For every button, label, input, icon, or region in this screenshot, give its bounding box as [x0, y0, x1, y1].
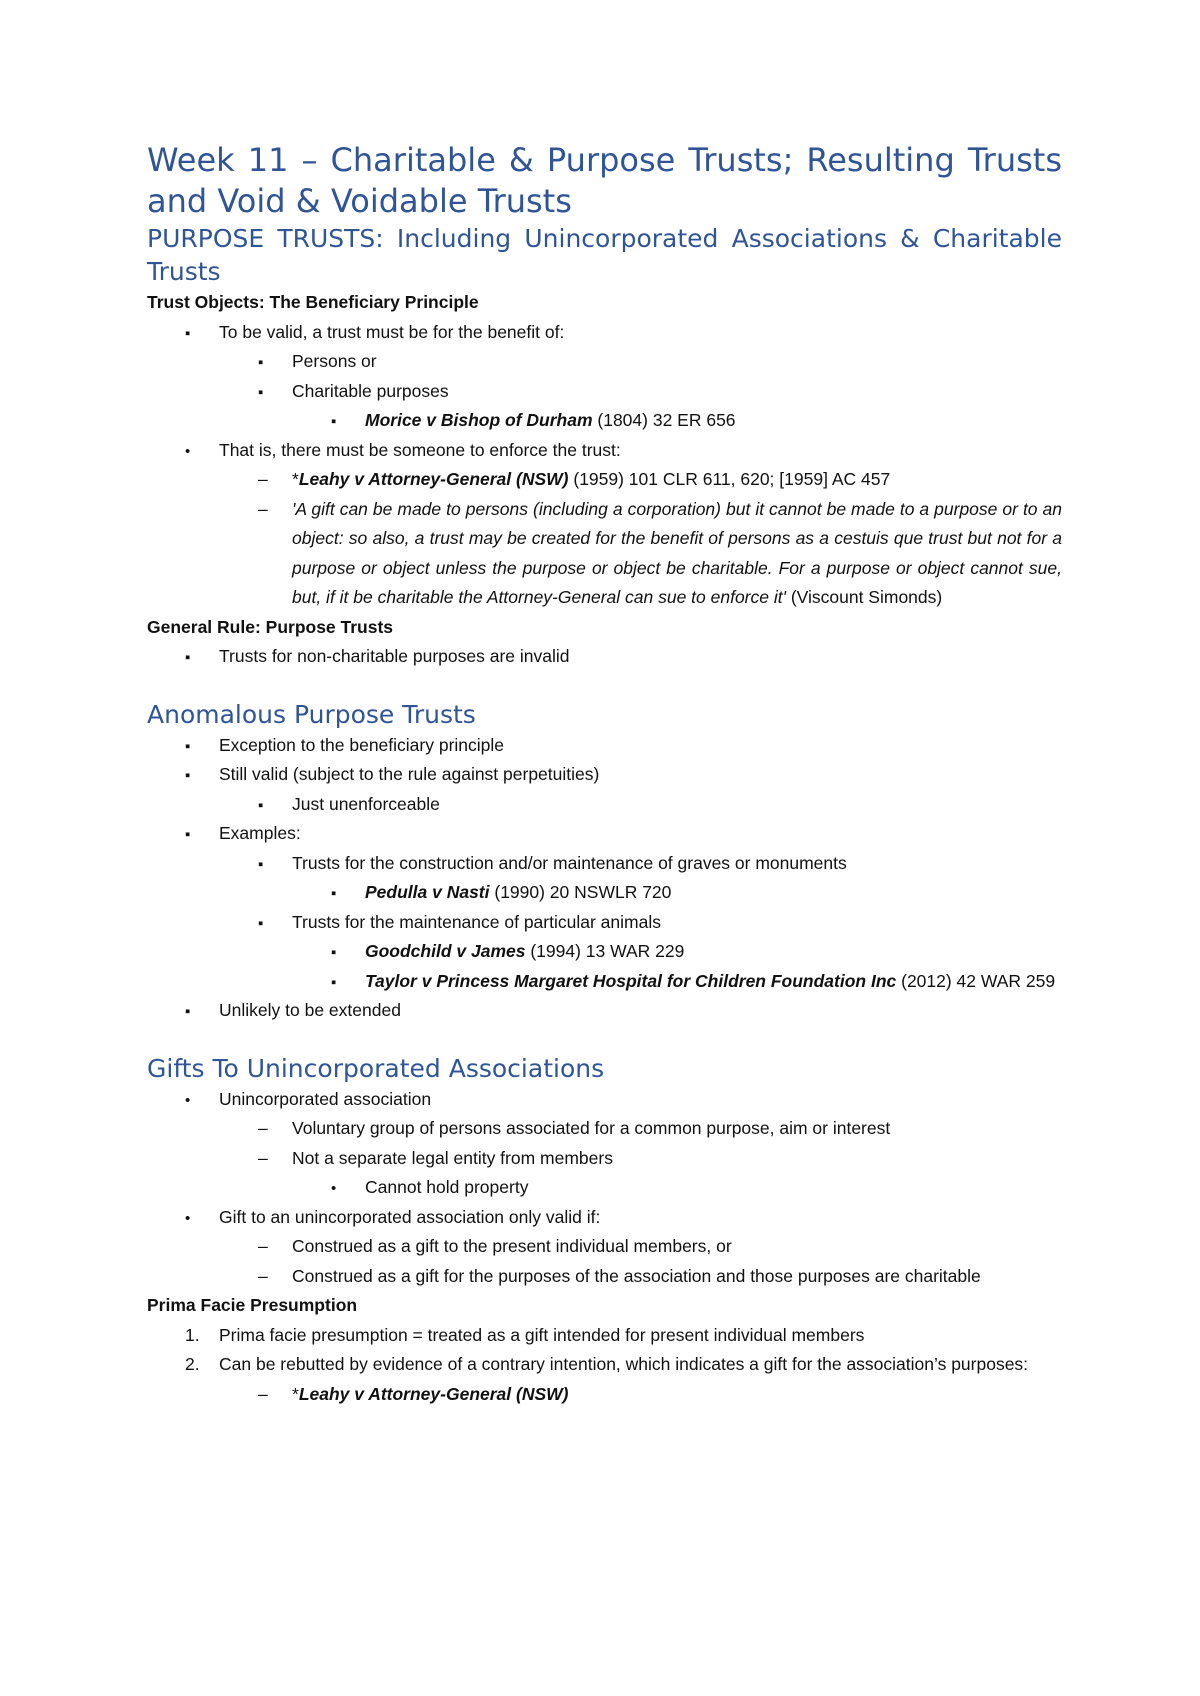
round-bullet-icon	[185, 1203, 205, 1234]
list-item: ▪ Trusts for non-charitable purposes are invalid	[147, 642, 1062, 672]
square-bullet-icon	[331, 406, 351, 437]
case-name: Leahy v Attorney-General (NSW)	[298, 469, 569, 489]
dash-bullet-icon	[258, 1380, 278, 1410]
list-item: – *Leahy v Attorney-General (NSW)	[147, 1380, 1062, 1410]
square-bullet-icon	[185, 996, 205, 1027]
case-name: Morice v Bishop of Durham	[365, 410, 593, 430]
list-item: ▪ Exception to the beneficiary principle	[147, 731, 1062, 761]
square-bullet-icon	[258, 347, 278, 378]
trust-objects-heading: Trust Objects: The Beneficiary Principle	[147, 292, 479, 312]
list-item: ▪ Taylor v Princess Margaret Hospital for Children Foundation Inc (2012) 42 WAR 259	[147, 967, 1062, 997]
square-bullet-icon	[258, 849, 278, 880]
case-name: Goodchild v James	[365, 941, 526, 961]
section-subtitle: PURPOSE TRUSTS: Including Unincorporated Associations & Charitable Trusts	[147, 224, 1062, 286]
square-bullet-icon	[258, 908, 278, 939]
gifts-heading: Gifts To Unincorporated Associations	[147, 1053, 605, 1083]
case-name: Leahy v Attorney-General (NSW)	[298, 1383, 569, 1404]
list-item: ▪ Trusts for the maintenance of particular animals	[147, 908, 1062, 938]
list-item: ▪ Examples:	[147, 819, 1062, 849]
square-bullet-icon	[185, 731, 205, 762]
square-bullet-icon	[258, 790, 278, 821]
list-item: ▪ Charitable purposes	[147, 377, 1062, 407]
dash-bullet-icon	[258, 1114, 278, 1144]
list-item: – Voluntary group of persons associated for a common purpose, aim or interest	[147, 1114, 1062, 1144]
list-item: – 'A gift can be made to persons (including a corporation) but it cannot be made to a purpose or to an object: so also, a trust may be created for the benefit of persons as a cestuis que trust but not for a purpose or object unless the purpose or object be charitable. For a purpose or object cannot sue, but, if it be charitable the Attorney-General can sue to enforce it' (Viscount Simonds)	[147, 495, 1062, 613]
prima-facie-heading: Prima Facie Presumption	[147, 1295, 358, 1315]
square-bullet-icon	[331, 967, 351, 998]
page-title: Week 11 – Charitable & Purpose Trusts; Resulting Trusts and Void & Voidable Trusts	[147, 141, 1062, 220]
list-item: ▪ Still valid (subject to the rule against perpetuities)	[147, 760, 1062, 790]
list-item: – Construed as a gift to the present individual members, or	[147, 1232, 1062, 1262]
list-item: ▪ Pedulla v Nasti (1990) 20 NSWLR 720	[147, 878, 1062, 908]
dash-bullet-icon	[258, 1144, 278, 1174]
list-item: – Construed as a gift for the purposes of the association and those purposes are charitable	[147, 1262, 1062, 1292]
list-item: ▪ Trusts for the construction and/or maintenance of graves or monuments	[147, 849, 1062, 879]
square-bullet-icon	[331, 878, 351, 909]
dash-bullet-icon	[258, 1262, 278, 1292]
dash-bullet-icon	[258, 495, 278, 525]
list-item: ▪ Goodchild v James (1994) 13 WAR 229	[147, 937, 1062, 967]
list-item: • Cannot hold property	[147, 1173, 1062, 1203]
list-number: 1.	[185, 1324, 200, 1345]
square-bullet-icon	[331, 937, 351, 968]
list-item: – *Leahy v Attorney-General (NSW) (1959) 101 CLR 611, 620; [1959] AC 457	[147, 465, 1062, 495]
square-bullet-icon	[258, 377, 278, 408]
document-page	[147, 140, 1062, 1409]
list-item: 1. Prima facie presumption = treated as a gift intended for present individual members	[147, 1321, 1062, 1351]
general-rule-heading: General Rule: Purpose Trusts	[147, 616, 394, 637]
dash-bullet-icon	[258, 1232, 278, 1262]
list-number: 2.	[185, 1354, 200, 1374]
square-bullet-icon	[185, 819, 205, 850]
case-name: Pedulla v Nasti	[365, 882, 490, 902]
square-bullet-icon	[185, 760, 205, 791]
square-bullet-icon	[185, 318, 205, 349]
list-item: 2. Can be rebutted by evidence of a contrary intention, which indicates a gift for the association’s purposes:	[147, 1350, 1062, 1380]
anomalous-heading: Anomalous Purpose Trusts	[147, 699, 476, 729]
quote-text: 'A gift can be made to persons (including a corporation) but it cannot be made to a purpose or to an object: so also, a trust may be created for the benefit of persons as a cestuis que trust but not for a purpose or object unless the purpose or object be charitable. For a purpose or object cannot sue, but, if it be charitable the Attorney-General can sue to enforce it'	[292, 498, 1062, 607]
list-item: ▪ Unlikely to be extended	[147, 996, 1062, 1026]
list-item: • Unincorporated association	[147, 1085, 1062, 1115]
case-name: Taylor v Princess Margaret Hospital for Children Foundation Inc	[365, 970, 897, 991]
list-item: • That is, there must be someone to enforce the trust:	[147, 436, 1062, 466]
list-item: ▪ Persons or	[147, 347, 1062, 377]
list-item: ▪ Morice v Bishop of Durham (1804) 32 ER 656	[147, 406, 1062, 436]
list-item: ▪ To be valid, a trust must be for the benefit of:	[147, 318, 1062, 348]
list-item: ▪ Just unenforceable	[147, 790, 1062, 820]
list-item: • Gift to an unincorporated association only valid if:	[147, 1203, 1062, 1233]
square-bullet-icon	[185, 642, 205, 673]
round-bullet-icon	[185, 1085, 205, 1116]
dash-bullet-icon	[258, 465, 278, 495]
round-bullet-icon	[331, 1173, 351, 1204]
round-bullet-icon	[185, 436, 205, 467]
list-item: – Not a separate legal entity from members	[147, 1144, 1062, 1174]
